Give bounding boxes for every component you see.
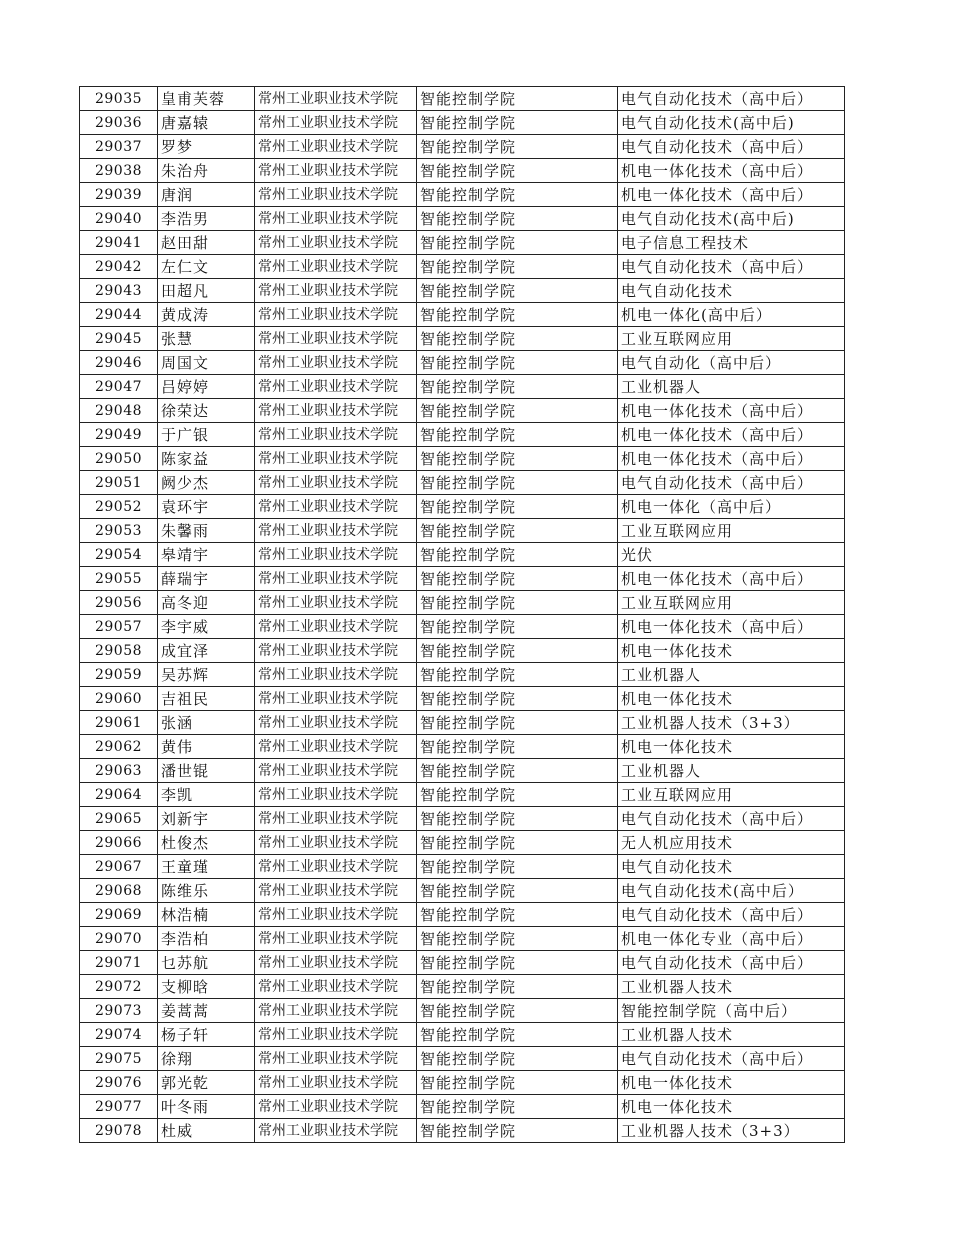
major-cell: 机电一体化(高中后）: [618, 303, 845, 327]
school-cell: 常州工业职业技术学院: [255, 615, 417, 639]
student-name-cell: 黄伟: [158, 735, 255, 759]
school-cell: 常州工业职业技术学院: [255, 927, 417, 951]
table-row: [80, 639, 845, 663]
table-row: [80, 567, 845, 591]
college-cell: 智能控制学院: [417, 1095, 618, 1119]
table-row: [80, 1047, 845, 1071]
school-cell: 常州工业职业技术学院: [255, 783, 417, 807]
school-cell: 常州工业职业技术学院: [255, 111, 417, 135]
school-cell: 常州工业职业技术学院: [255, 831, 417, 855]
student-id-cell: 29057: [80, 615, 158, 639]
school-cell: 常州工业职业技术学院: [255, 903, 417, 927]
college-cell: 智能控制学院: [417, 447, 618, 471]
school-cell: 常州工业职业技术学院: [255, 663, 417, 687]
college-cell: 智能控制学院: [417, 111, 618, 135]
school-cell: 常州工业职业技术学院: [255, 207, 417, 231]
school-cell: 常州工业职业技术学院: [255, 471, 417, 495]
college-cell: 智能控制学院: [417, 927, 618, 951]
table-row: [80, 759, 845, 783]
student-name-cell: 杨子轩: [158, 1023, 255, 1047]
student-id-cell: 29046: [80, 351, 158, 375]
major-cell: 工业互联网应用: [618, 591, 845, 615]
college-cell: 智能控制学院: [417, 783, 618, 807]
major-cell: 电子信息工程技术: [618, 231, 845, 255]
college-cell: 智能控制学院: [417, 519, 618, 543]
school-cell: 常州工业职业技术学院: [255, 375, 417, 399]
college-cell: 智能控制学院: [417, 975, 618, 999]
major-cell: 工业机器人: [618, 663, 845, 687]
school-cell: 常州工业职业技术学院: [255, 495, 417, 519]
student-id-cell: 29043: [80, 279, 158, 303]
major-cell: 机电一体化技术（高中后）: [618, 567, 845, 591]
college-cell: 智能控制学院: [417, 1119, 618, 1143]
school-cell: 常州工业职业技术学院: [255, 951, 417, 975]
student-id-cell: 29064: [80, 783, 158, 807]
college-cell: 智能控制学院: [417, 855, 618, 879]
student-id-cell: 29045: [80, 327, 158, 351]
college-cell: 智能控制学院: [417, 615, 618, 639]
school-cell: 常州工业职业技术学院: [255, 567, 417, 591]
school-cell: 常州工业职业技术学院: [255, 999, 417, 1023]
school-cell: 常州工业职业技术学院: [255, 1095, 417, 1119]
student-name-cell: 高冬迎: [158, 591, 255, 615]
student-id-cell: 29054: [80, 543, 158, 567]
school-cell: 常州工业职业技术学院: [255, 1119, 417, 1143]
student-name-cell: 李浩男: [158, 207, 255, 231]
school-cell: 常州工业职业技术学院: [255, 1023, 417, 1047]
table-row: [80, 399, 845, 423]
college-cell: 智能控制学院: [417, 735, 618, 759]
student-id-cell: 29062: [80, 735, 158, 759]
school-cell: 常州工业职业技术学院: [255, 159, 417, 183]
student-id-cell: 29038: [80, 159, 158, 183]
student-name-cell: 潘世锟: [158, 759, 255, 783]
major-cell: 机电一体化专业（高中后）: [618, 927, 845, 951]
college-cell: 智能控制学院: [417, 567, 618, 591]
student-id-cell: 29067: [80, 855, 158, 879]
table-row: [80, 783, 845, 807]
student-name-cell: 杜威: [158, 1119, 255, 1143]
student-name-cell: 陈维乐: [158, 879, 255, 903]
school-cell: 常州工业职业技术学院: [255, 975, 417, 999]
major-cell: 工业互联网应用: [618, 519, 845, 543]
school-cell: 常州工业职业技术学院: [255, 687, 417, 711]
student-name-cell: 吴苏辉: [158, 663, 255, 687]
college-cell: 智能控制学院: [417, 423, 618, 447]
table-row: [80, 87, 845, 111]
major-cell: 机电一体化技术: [618, 1095, 845, 1119]
student-name-cell: 吉祖民: [158, 687, 255, 711]
student-name-cell: 杜俊杰: [158, 831, 255, 855]
student-id-cell: 29070: [80, 927, 158, 951]
student-id-cell: 29044: [80, 303, 158, 327]
student-name-cell: 罗梦: [158, 135, 255, 159]
college-cell: 智能控制学院: [417, 471, 618, 495]
student-id-cell: 29068: [80, 879, 158, 903]
table-row: [80, 495, 845, 519]
school-cell: 常州工业职业技术学院: [255, 591, 417, 615]
student-id-cell: 29075: [80, 1047, 158, 1071]
table-row: [80, 687, 845, 711]
student-id-cell: 29035: [80, 87, 158, 111]
major-cell: 机电一体化技术: [618, 639, 845, 663]
student-id-cell: 29052: [80, 495, 158, 519]
school-cell: 常州工业职业技术学院: [255, 231, 417, 255]
major-cell: 电气自动化技术（高中后）: [618, 135, 845, 159]
major-cell: 电气自动化技术（高中后）: [618, 1047, 845, 1071]
student-id-cell: 29059: [80, 663, 158, 687]
table-row: [80, 855, 845, 879]
student-name-cell: 支柳晗: [158, 975, 255, 999]
student-name-cell: 皋靖宇: [158, 543, 255, 567]
college-cell: 智能控制学院: [417, 759, 618, 783]
student-name-cell: 陈家益: [158, 447, 255, 471]
student-id-cell: 29066: [80, 831, 158, 855]
school-cell: 常州工业职业技术学院: [255, 1047, 417, 1071]
school-cell: 常州工业职业技术学院: [255, 135, 417, 159]
table-row: [80, 159, 845, 183]
table-row: [80, 615, 845, 639]
student-id-cell: 29061: [80, 711, 158, 735]
major-cell: 电气自动化技术（高中后）: [618, 807, 845, 831]
student-id-cell: 29063: [80, 759, 158, 783]
major-cell: 机电一体化技术（高中后）: [618, 159, 845, 183]
table-row: [80, 231, 845, 255]
college-cell: 智能控制学院: [417, 831, 618, 855]
school-cell: 常州工业职业技术学院: [255, 759, 417, 783]
college-cell: 智能控制学院: [417, 135, 618, 159]
table-row: [80, 255, 845, 279]
student-id-cell: 29072: [80, 975, 158, 999]
school-cell: 常州工业职业技术学院: [255, 855, 417, 879]
college-cell: 智能控制学院: [417, 879, 618, 903]
table-row: [80, 663, 845, 687]
college-cell: 智能控制学院: [417, 183, 618, 207]
major-cell: 电气自动化技术(高中后）: [618, 879, 845, 903]
student-id-cell: 29078: [80, 1119, 158, 1143]
table-row: [80, 543, 845, 567]
school-cell: 常州工业职业技术学院: [255, 447, 417, 471]
major-cell: 电气自动化技术（高中后）: [618, 255, 845, 279]
school-cell: 常州工业职业技术学院: [255, 1071, 417, 1095]
major-cell: 机电一体化技术: [618, 687, 845, 711]
student-name-cell: 郭光乾: [158, 1071, 255, 1095]
college-cell: 智能控制学院: [417, 327, 618, 351]
student-id-cell: 29073: [80, 999, 158, 1023]
table-row: [80, 279, 845, 303]
student-name-cell: 姜蒿蒿: [158, 999, 255, 1023]
college-cell: 智能控制学院: [417, 711, 618, 735]
major-cell: 机电一体化技术（高中后）: [618, 447, 845, 471]
college-cell: 智能控制学院: [417, 999, 618, 1023]
major-cell: 电气自动化技术(高中后): [618, 207, 845, 231]
college-cell: 智能控制学院: [417, 303, 618, 327]
student-id-cell: 29050: [80, 447, 158, 471]
major-cell: 工业互联网应用: [618, 783, 845, 807]
student-id-cell: 29055: [80, 567, 158, 591]
table-row: [80, 351, 845, 375]
school-cell: 常州工业职业技术学院: [255, 279, 417, 303]
student-name-cell: 朱治舟: [158, 159, 255, 183]
major-cell: 电气自动化技术（高中后）: [618, 951, 845, 975]
student-name-cell: 吕婷婷: [158, 375, 255, 399]
major-cell: 无人机应用技术: [618, 831, 845, 855]
major-cell: 电气自动化技术: [618, 279, 845, 303]
college-cell: 智能控制学院: [417, 1023, 618, 1047]
table-row: [80, 1095, 845, 1119]
major-cell: 电气自动化技术（高中后）: [618, 471, 845, 495]
major-cell: 光伏: [618, 543, 845, 567]
student-name-cell: 林浩楠: [158, 903, 255, 927]
college-cell: 智能控制学院: [417, 279, 618, 303]
school-cell: 常州工业职业技术学院: [255, 639, 417, 663]
table-row: [80, 735, 845, 759]
school-cell: 常州工业职业技术学院: [255, 423, 417, 447]
student-name-cell: 赵田甜: [158, 231, 255, 255]
student-name-cell: 乜苏航: [158, 951, 255, 975]
college-cell: 智能控制学院: [417, 639, 618, 663]
major-cell: 工业机器人技术: [618, 1023, 845, 1047]
student-id-cell: 29069: [80, 903, 158, 927]
major-cell: 机电一体化技术: [618, 1071, 845, 1095]
student-name-cell: 刘新宇: [158, 807, 255, 831]
student-id-cell: 29056: [80, 591, 158, 615]
major-cell: 电气自动化技术（高中后）: [618, 87, 845, 111]
student-id-cell: 29058: [80, 639, 158, 663]
table-row: [80, 303, 845, 327]
table-row: [80, 471, 845, 495]
table-row: [80, 1071, 845, 1095]
table-row: [80, 135, 845, 159]
table-row: [80, 423, 845, 447]
college-cell: 智能控制学院: [417, 951, 618, 975]
major-cell: 工业机器人: [618, 375, 845, 399]
major-cell: 工业机器人技术: [618, 975, 845, 999]
major-cell: 工业机器人技术（3+3）: [618, 711, 845, 735]
table-row: [80, 711, 845, 735]
college-cell: 智能控制学院: [417, 543, 618, 567]
table-row: [80, 327, 845, 351]
student-name-cell: 唐嘉辕: [158, 111, 255, 135]
table-row: [80, 1119, 845, 1143]
major-cell: 机电一体化技术（高中后）: [618, 399, 845, 423]
school-cell: 常州工业职业技术学院: [255, 399, 417, 423]
school-cell: 常州工业职业技术学院: [255, 519, 417, 543]
college-cell: 智能控制学院: [417, 399, 618, 423]
student-id-cell: 29060: [80, 687, 158, 711]
table-row: [80, 447, 845, 471]
student-id-cell: 29036: [80, 111, 158, 135]
major-cell: 机电一体化（高中后）: [618, 495, 845, 519]
college-cell: 智能控制学院: [417, 1047, 618, 1071]
student-id-cell: 29065: [80, 807, 158, 831]
college-cell: 智能控制学院: [417, 663, 618, 687]
table-row: [80, 927, 845, 951]
table-row: [80, 807, 845, 831]
school-cell: 常州工业职业技术学院: [255, 879, 417, 903]
student-name-cell: 薛瑞宇: [158, 567, 255, 591]
student-id-cell: 29042: [80, 255, 158, 279]
table-row: [80, 591, 845, 615]
table-row: [80, 975, 845, 999]
college-cell: 智能控制学院: [417, 375, 618, 399]
student-id-cell: 29077: [80, 1095, 158, 1119]
student-name-cell: 皇甫芙蓉: [158, 87, 255, 111]
student-name-cell: 周国文: [158, 351, 255, 375]
student-roster-table: [79, 86, 845, 1143]
school-cell: 常州工业职业技术学院: [255, 735, 417, 759]
roster-body: [80, 87, 845, 1143]
major-cell: 电气自动化（高中后）: [618, 351, 845, 375]
school-cell: 常州工业职业技术学院: [255, 87, 417, 111]
major-cell: 工业机器人: [618, 759, 845, 783]
major-cell: 电气自动化技术（高中后）: [618, 903, 845, 927]
table-row: [80, 831, 845, 855]
student-name-cell: 李浩柏: [158, 927, 255, 951]
college-cell: 智能控制学院: [417, 807, 618, 831]
student-name-cell: 张涵: [158, 711, 255, 735]
table-row: [80, 111, 845, 135]
student-id-cell: 29041: [80, 231, 158, 255]
student-id-cell: 29076: [80, 1071, 158, 1095]
student-name-cell: 袁环宇: [158, 495, 255, 519]
college-cell: 智能控制学院: [417, 231, 618, 255]
student-id-cell: 29049: [80, 423, 158, 447]
major-cell: 机电一体化技术（高中后）: [618, 183, 845, 207]
college-cell: 智能控制学院: [417, 903, 618, 927]
student-name-cell: 王童瑾: [158, 855, 255, 879]
student-id-cell: 29071: [80, 951, 158, 975]
school-cell: 常州工业职业技术学院: [255, 351, 417, 375]
student-id-cell: 29074: [80, 1023, 158, 1047]
school-cell: 常州工业职业技术学院: [255, 255, 417, 279]
table-row: [80, 999, 845, 1023]
student-name-cell: 于广银: [158, 423, 255, 447]
college-cell: 智能控制学院: [417, 591, 618, 615]
school-cell: 常州工业职业技术学院: [255, 183, 417, 207]
student-name-cell: 徐荣达: [158, 399, 255, 423]
school-cell: 常州工业职业技术学院: [255, 327, 417, 351]
student-id-cell: 29039: [80, 183, 158, 207]
major-cell: 机电一体化技术: [618, 735, 845, 759]
school-cell: 常州工业职业技术学院: [255, 711, 417, 735]
college-cell: 智能控制学院: [417, 495, 618, 519]
student-name-cell: 黄成涛: [158, 303, 255, 327]
student-id-cell: 29051: [80, 471, 158, 495]
student-name-cell: 徐翔: [158, 1047, 255, 1071]
table-row: [80, 183, 845, 207]
student-name-cell: 唐润: [158, 183, 255, 207]
student-id-cell: 29040: [80, 207, 158, 231]
student-name-cell: 李凯: [158, 783, 255, 807]
student-id-cell: 29048: [80, 399, 158, 423]
major-cell: 机电一体化技术（高中后）: [618, 423, 845, 447]
major-cell: 机电一体化技术（高中后）: [618, 615, 845, 639]
student-name-cell: 张慧: [158, 327, 255, 351]
college-cell: 智能控制学院: [417, 351, 618, 375]
table-row: [80, 951, 845, 975]
student-name-cell: 朱馨雨: [158, 519, 255, 543]
table-row: [80, 207, 845, 231]
major-cell: 电气自动化技术: [618, 855, 845, 879]
student-id-cell: 29047: [80, 375, 158, 399]
student-name-cell: 成宜泽: [158, 639, 255, 663]
school-cell: 常州工业职业技术学院: [255, 303, 417, 327]
school-cell: 常州工业职业技术学院: [255, 543, 417, 567]
major-cell: 工业互联网应用: [618, 327, 845, 351]
school-cell: 常州工业职业技术学院: [255, 807, 417, 831]
college-cell: 智能控制学院: [417, 159, 618, 183]
college-cell: 智能控制学院: [417, 255, 618, 279]
major-cell: 工业机器人技术（3+3）: [618, 1119, 845, 1143]
student-name-cell: 李宇威: [158, 615, 255, 639]
college-cell: 智能控制学院: [417, 207, 618, 231]
table-row: [80, 519, 845, 543]
student-name-cell: 左仁文: [158, 255, 255, 279]
table-row: [80, 375, 845, 399]
major-cell: 电气自动化技术(高中后): [618, 111, 845, 135]
student-id-cell: 29053: [80, 519, 158, 543]
student-name-cell: 叶冬雨: [158, 1095, 255, 1119]
major-cell: 智能控制学院（高中后）: [618, 999, 845, 1023]
student-name-cell: 阙少杰: [158, 471, 255, 495]
student-id-cell: 29037: [80, 135, 158, 159]
table-row: [80, 879, 845, 903]
table-row: [80, 903, 845, 927]
student-name-cell: 田超凡: [158, 279, 255, 303]
college-cell: 智能控制学院: [417, 687, 618, 711]
college-cell: 智能控制学院: [417, 87, 618, 111]
college-cell: 智能控制学院: [417, 1071, 618, 1095]
table-row: [80, 1023, 845, 1047]
